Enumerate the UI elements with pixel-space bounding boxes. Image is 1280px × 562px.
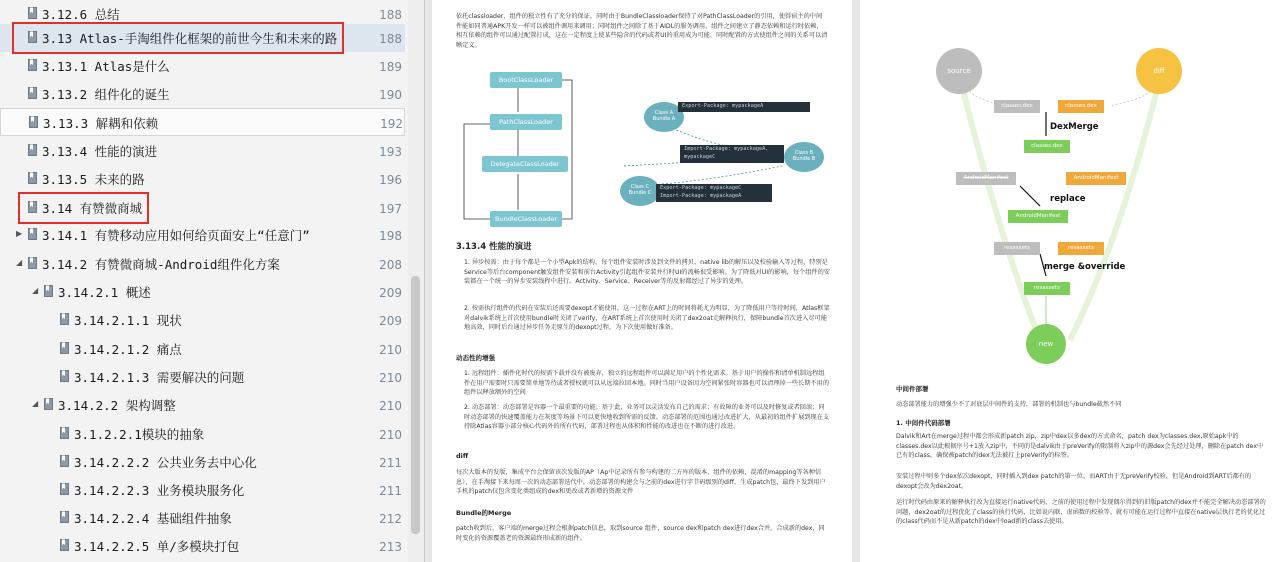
toc-item-page-number: 212	[379, 512, 402, 526]
toc-item-label: 3.14.2 有赞微商城-Android组件化方案	[42, 257, 280, 272]
collapse-arrow-icon[interactable]: ◢	[16, 258, 23, 267]
bookmark-icon	[60, 511, 69, 523]
toc-item-label: 3.13.1 Atlas是什么	[42, 59, 170, 74]
toc-item-label: 3.14.2.2.3 业务模块服务化	[74, 483, 245, 498]
document-page-right	[860, 0, 1280, 562]
toc-item-label: 3.14.2.1.3 需要解决的问题	[74, 370, 245, 385]
toc-item-label: 3.14.2.2.2 公共业务去中心化	[74, 455, 257, 470]
toc-item-label: 3.12.6 总结	[42, 7, 120, 22]
toc-item-page-number: 208	[379, 258, 402, 272]
bookmark-icon	[60, 539, 69, 551]
toc-item[interactable]	[0, 532, 405, 560]
paragraph-runtime: 运行时代码由原来的解释执行改为直接运行native代码，之前的使用过程中发现偶尔得到的旧版patch的dex并不能完全解决动态部署的问题，dex2oat的过程优化了class的执行代码，比如说内联，虚函数的校验等。就有可能在运行过程中直接在native层执行老的优化过的class代码而不是从新patch的dex中load新的class去使用。	[896, 499, 1266, 526]
toc-item[interactable]	[0, 306, 405, 334]
toc-item-page-number: 197	[379, 202, 402, 216]
res-diff: resassets	[1058, 242, 1104, 255]
toc-item[interactable]	[0, 420, 405, 448]
bookmark-icon	[60, 455, 69, 467]
paragraph-diff: 每次大版本的发版，集成平台会保留该次发版的AP（Ap中记录所有参与构建的二方库的版本，组件的依赖，混淆的mapping等各种信息），在手淘接下来每周一次的动态部署迭代中，动态部署的构建会与之前的dex进行字节码级别的diff，生成patch包，最终下发到用户手机的patch仅包含变化类组成的dex和更改或者新增的资源文件	[456, 469, 826, 496]
classes-dex-source: classes.dex	[994, 100, 1040, 113]
toc-item[interactable]	[0, 335, 405, 363]
toc-item-label: 3.14.2.1.2 痛点	[74, 342, 182, 357]
toc-item-label: 3.1.2.2.1模块的抽象	[74, 427, 205, 442]
res-new: resassets	[1024, 282, 1070, 295]
toc-item-page-number: 213	[379, 540, 402, 554]
toc-item-page-number: 198	[379, 229, 402, 243]
toc-item-label: 3.14.2.2 架构调整	[58, 398, 176, 413]
toc-item-page-number: 211	[379, 456, 402, 470]
code-export-c-line2: Import-Package: mypackageA	[660, 192, 742, 199]
toc-item-page-number: 196	[379, 173, 402, 187]
bookmark-icon	[28, 144, 37, 156]
subheading-code-deploy: 1. 中间件代码部署	[896, 419, 951, 427]
bundle-c-bubble: Class C Bundle C	[620, 176, 660, 206]
label-merge-override: merge &override	[1044, 262, 1126, 272]
highlight-box-atlas	[12, 22, 344, 54]
toc-item[interactable]	[0, 278, 405, 306]
toc-item-page-number: 210	[379, 343, 402, 357]
code-export-c-line1: Export-Package: mypackageC	[660, 185, 742, 191]
toc-item[interactable]	[0, 137, 405, 165]
boot-classloader-box: BootClassLoader	[490, 72, 562, 88]
bookmark-icon	[28, 87, 37, 99]
manifest-diff: AndroidManifest	[1066, 172, 1126, 185]
toc-item-page-number: 210	[379, 399, 402, 413]
bundle-a-bubble: Class A Bundle A	[644, 102, 684, 132]
path-classloader-box: PathClassLoader	[490, 114, 562, 130]
bookmark-icon	[44, 285, 53, 297]
code-export-a	[678, 102, 810, 112]
bookmark-icon	[60, 370, 69, 382]
bookmark-icon	[60, 313, 69, 325]
toc-item-page-number: 192	[380, 117, 403, 131]
toc-item-page-number: 188	[379, 32, 402, 46]
document-page-left	[432, 0, 852, 562]
collapse-arrow-icon[interactable]: ◢	[32, 399, 39, 408]
toc-item[interactable]	[0, 221, 405, 249]
toc-item-label: 3.13.4 性能的演进	[42, 144, 158, 159]
toc-item-label: 3.14.2.1.1 现状	[74, 313, 182, 328]
toc-item-label: 3.14 有赞微商城	[42, 201, 143, 216]
new-node: new	[1026, 324, 1066, 364]
toc-item-label: 3.13.2 组件化的诞生	[42, 87, 170, 102]
toc-item-label: 3.14.2.2.5 单/多模块打包	[74, 539, 240, 554]
subheading-middleware: 中间件部署	[896, 385, 929, 393]
bookmark-icon	[28, 228, 37, 240]
toc-item-label: 3.14.2.1 概述	[58, 285, 151, 300]
toc-item[interactable]	[0, 476, 405, 504]
paragraph-middleware: 动态部署能力的增强少不了对底层中间件的支持，部署的机制也与bundle截然不同	[896, 401, 1122, 408]
code-import-b-line2: mypackageC	[684, 153, 716, 160]
expand-arrow-icon[interactable]: ▶	[16, 229, 23, 238]
code-import-b	[680, 145, 784, 163]
subheading-diff: diff	[456, 452, 469, 460]
manifest-new: AndroidManifest	[1008, 210, 1068, 223]
bookmark-panel	[0, 0, 425, 562]
paragraph-remote: 1. 远程组件：插件化时代的按需下载并没有被废弃，独立的远程组件可以满足用户的个性化需求。基于用户的操作和清单机制远程组件在用户需要时只需要简单地等待或者授权就可以从远端拉回本地。同时当用户设备因为空间紧张时容器也可以清理掉一些长期不用的组件以释放额外的空间	[464, 370, 830, 397]
toc-item-page-number: 209	[379, 286, 402, 300]
code-import-b-line1: Import-Package: mypackageA,	[684, 146, 769, 152]
toc-item-page-number: 210	[379, 428, 402, 442]
bookmark-icon	[29, 116, 38, 128]
toc-item[interactable]	[0, 108, 405, 136]
bundle-b-bubble: Class B Bundle B	[784, 142, 824, 172]
highlight-box-youzan	[18, 192, 149, 224]
toc-item[interactable]	[0, 504, 405, 532]
toc-item-label: 3.14.2.2.4 基础组件抽象	[74, 511, 232, 526]
bookmark-icon	[60, 483, 69, 495]
toc-item[interactable]	[0, 391, 405, 419]
toc-item-label: 3.13 Atlas-手淘组件化框架的前世今生和未来的路	[42, 31, 338, 46]
bookmark-icon	[28, 172, 37, 184]
manifest-source: AndroidManifest	[956, 172, 1016, 185]
bookmark-icon	[44, 398, 53, 410]
page1-intro: 依托classloader，组件的独立性有了充分的保证，同时由于BundleClassloader保持了对PathClassLoader的引用，使得宿主的中间件能如同普通APK开发一样可以被组件调用来调用；同时组件之间除了基于AIDL的服务调用，组件之间建立了静态依赖和运行时依赖，相互依赖的组件可以通过配置打成，这在一定程度上使某些隐含的代码或者UI的重用成为可能，同时配置的方式使组件之间的关系可以清晰定义。	[456, 13, 828, 49]
toc-item[interactable]	[0, 165, 405, 193]
label-dexmerge: DexMerge	[1050, 122, 1099, 132]
toc-item[interactable]	[0, 250, 405, 278]
toc-item-page-number: 210	[379, 371, 402, 385]
paragraph-deploy: 2. 动态部署：动态部署是容器一个最重要的功能。基于此，业务可以灵活发布自己的需求；有故障的业务可以及时修复或者回滚；同时动态部署的快速覆盖能力在灰度等场景下可以更快地收到所需的反馈。动态部署的范围也通过改进扩大，从最初的组件扩展到现在支持除Atlas容器小部分核心代码外的所有代码，部署过程也从体积和性能的改进也在不断的进行改进。	[464, 404, 830, 431]
toc-item[interactable]	[0, 363, 405, 391]
subheading-dynamic: 动态性的增强	[456, 354, 495, 362]
diff-node: diff	[1136, 48, 1182, 94]
toc-item[interactable]	[0, 448, 405, 476]
collapse-arrow-icon[interactable]: ◢	[32, 286, 39, 295]
toc-item-page-number: 209	[379, 314, 402, 328]
bookmark-icon	[28, 257, 37, 269]
paragraph-dalvik-art: Dalvik和Art在merge过程中都会形成新patch zip，zip中dex以多dex的方式命名，patch dex为classes.dex,原始apk中的classes.dex以此根据序号+1放入zip中，不同的是dalvik由于preVerify的限制将入zip中的源dex会先经过处理，删除在patch dex中已有的class，确保被patch的dex无法被打上preVerify的标签。	[896, 433, 1264, 460]
bookmark-icon	[28, 7, 37, 19]
bookmark-icon	[60, 342, 69, 354]
paragraph-async: 1. 异步按需：由于每个都是一个小型Apk的结构，每个组件安装时涉及到文件的拷贝、native lib的解压以及校验输入等过程，特别是Service等后台component触发组件安装和前台Activity引起组件安装并行时UI的流畅很受影响。为了降低对UI的影响，每个组件的安装都在一个统一的异步安装线程中进行。Activity、Service、Receiver等的反射都经过了异步的处理。	[464, 259, 830, 286]
toc-item-page-number: 193	[379, 145, 402, 159]
delegate-classloader-box: DelegateClassLoader	[482, 156, 568, 172]
bundle-classloader-box: BundleClassLoader	[490, 211, 562, 227]
toc-scrollbar-thumb[interactable]	[411, 276, 420, 534]
subheading-merge: Bundle的Merge	[456, 509, 512, 517]
classes-dex-merged: classes.dex	[1024, 140, 1070, 153]
paragraph-ondemand: 2. 按需执行组件的代码在安装后还需要dexopt才能使用，这一过程在ART上的时间将耗尤为明显，为了降低用户等待时间，Atlas框架对dalvik系统上首次使用bundle时关闭了verify，在ART系统上首次使用时关闭了dex2oat走解释执行，保障bundle首次进入尽可能地高效，同时后台通过异步任务走原生的dexopt过程，为下次使用做好准备。	[464, 305, 830, 332]
res-source: resassets	[994, 242, 1040, 255]
source-node: source	[936, 48, 982, 94]
merge-graph	[860, 0, 1280, 380]
classes-dex-diff: classes.dex	[1058, 100, 1104, 113]
toc-item-page-number: 189	[379, 60, 402, 74]
toc-item[interactable]	[0, 80, 405, 108]
toc-item-page-number: 211	[379, 484, 402, 498]
toc-item-label: 3.13.3 解耦和依赖	[43, 116, 159, 131]
bookmark-icon	[28, 59, 37, 71]
section-heading: 3.13.4 性能的演进	[456, 242, 532, 252]
bookmark-icon	[60, 427, 69, 439]
toc-item[interactable]	[0, 52, 405, 80]
code-export-c	[656, 184, 772, 202]
toc-item-label: 3.14.1 有赞移动应用如何给页面安上“任意门”	[42, 228, 310, 243]
toc-item-page-number: 190	[379, 88, 402, 102]
label-replace: replace	[1050, 194, 1086, 204]
code-export-a-text: Export-Package: mypackageA	[682, 103, 764, 109]
toc-item-page-number: 188	[379, 8, 402, 22]
paragraph-merge: patch收到后，客户端的merge过程会根据patch信息，取到source 组件，source dex和patch dex进行dex合并，合成新的dex，同时变化的资源覆盖老的资源最终形成新的组件。	[456, 525, 825, 542]
paragraph-install: 安装过程中则多个dex依次dexopt，同时插入到dex patch的第一位。而ART由于无preVerify校验，但是Android到ART后都有的dexopt会改为dex2oat。	[896, 473, 1252, 490]
toc-item-label: 3.13.5 未来的路	[42, 172, 145, 187]
